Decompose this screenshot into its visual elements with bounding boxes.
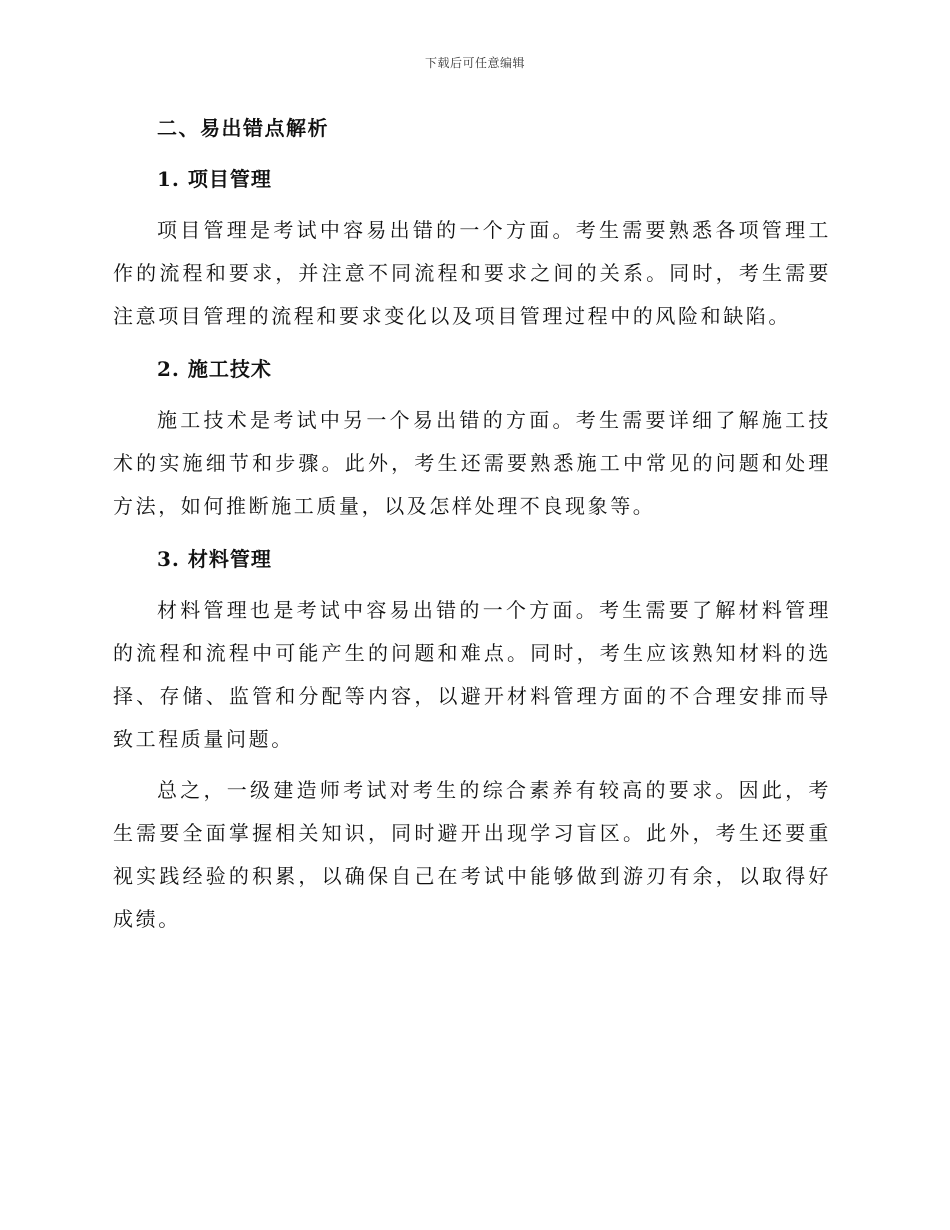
header-note: 下载后可任意编辑: [424, 56, 525, 70]
paragraph-project-management: 项目管理是考试中容易出错的一个方面。考生需要熟悉各项管理工作的流程和要求，并注意不同流程和要求之间的关系。同时，考生需要注意项目管理的流程和要求变化以及项目管理过程中的风险和缺陷。: [113, 218, 831, 328]
subsection-heading-construction-technology: 2. 施工技术: [157, 357, 272, 381]
paragraph-summary: 总之，一级建造师考试对考生的综合素养有较高的要求。因此，考生需要全面掌握相关知识，同时避开出现学习盲区。此外，考生还要重视实践经验的积累，以确保自己在考试中能够做到游刃有余，以取得好成绩。: [113, 778, 831, 931]
paragraph-construction-technology: 施工技术是考试中另一个易出错的方面。考生需要详细了解施工技术的实施细节和步骤。此外，考生还需要熟悉施工中常见的问题和处理方法，如何推断施工质量，以及怎样处理不良现象等。: [113, 408, 831, 518]
section-title: 二、易出错点解析: [157, 116, 329, 140]
document-body: [113, 108, 831, 941]
subsection-heading-project-management: 1. 项目管理: [157, 167, 272, 191]
subsection-heading-materials-management: 3. 材料管理: [157, 547, 272, 571]
paragraph-materials-management: 材料管理也是考试中容易出错的一个方面。考生需要了解材料管理的流程和流程中可能产生的问题和难点。同时，考生应该熟知材料的选择、存储、监管和分配等内容，以避开材料管理方面的不合理安排而导致工程质量问题。: [113, 598, 831, 751]
